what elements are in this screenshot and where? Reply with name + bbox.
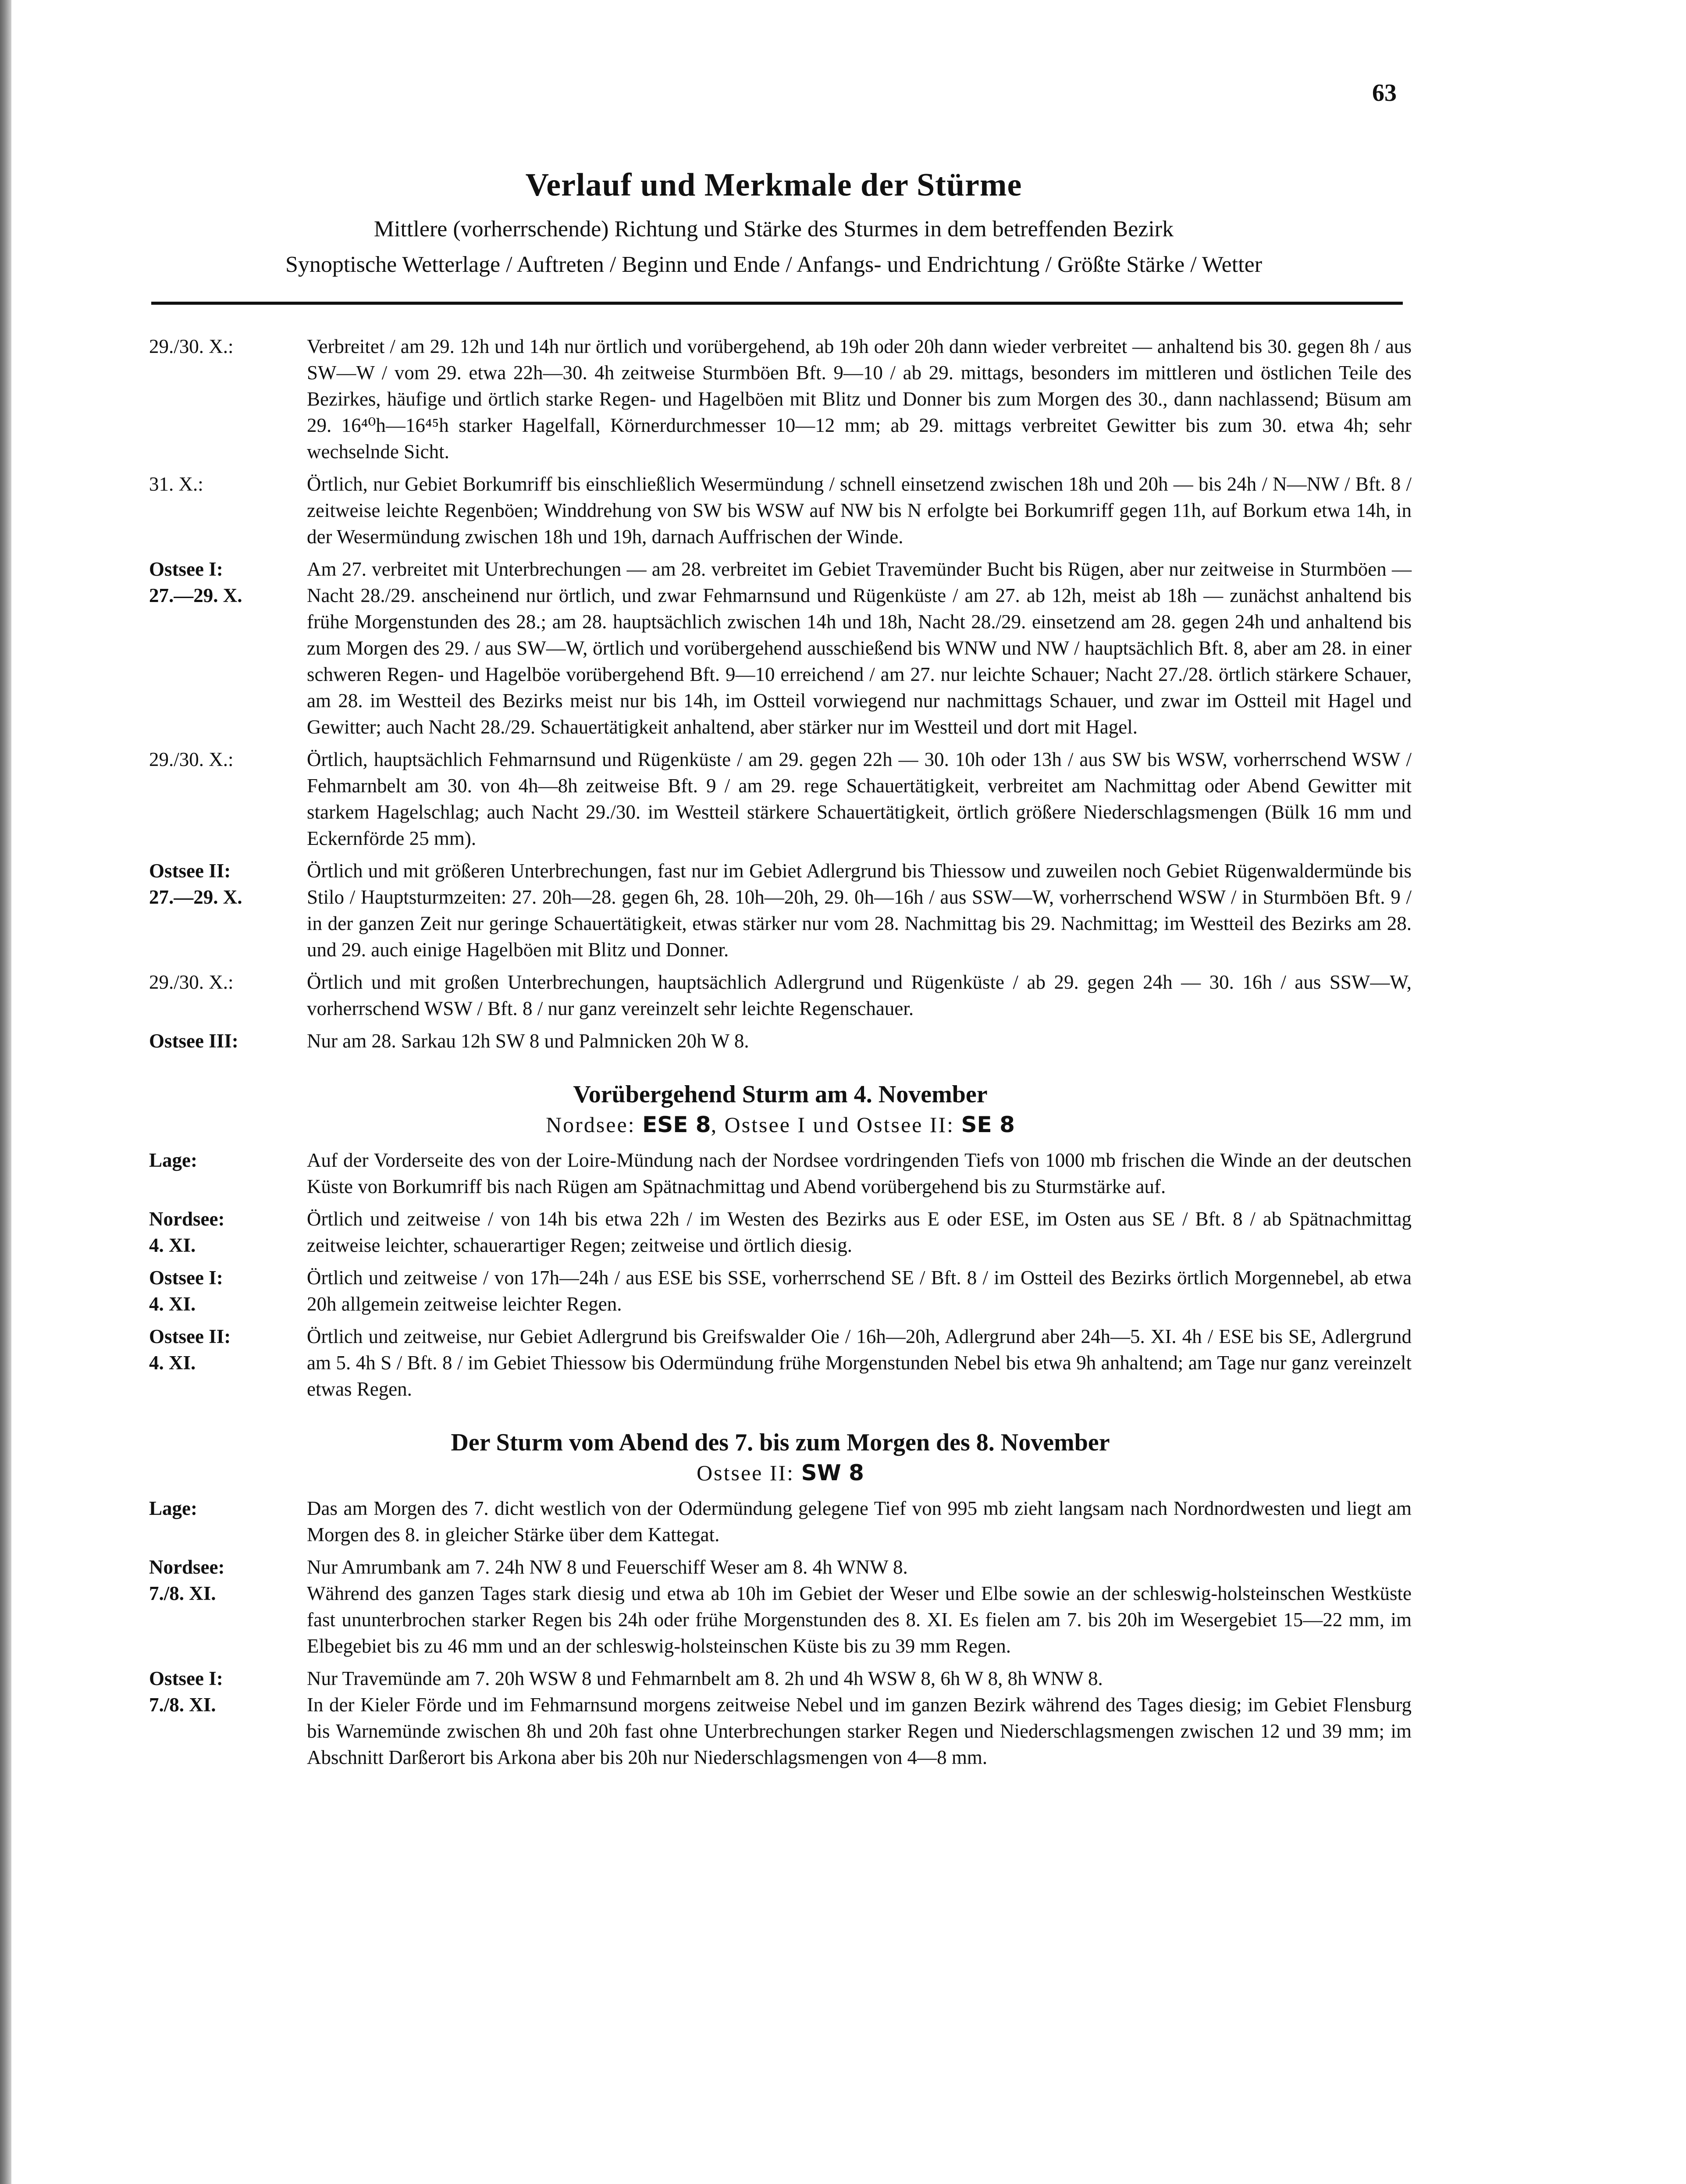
entry-label: Lage: <box>149 1149 197 1171</box>
entry-label: Ostsee I: 4. XI. <box>149 1267 223 1315</box>
entry <box>149 1665 1412 1771</box>
page-number: 63 <box>1372 79 1397 107</box>
storm-block-3 <box>149 1495 1412 1771</box>
entry-text: Verbreitet / am 29. 12h und 14h nur örtlich und vorübergehend, ab 19h oder 20h dann wieder verbreitet — anhaltend bis 30. gegen 8h / aus SW—W / vom 29. etwa 22h—30. 4h zeitweise Sturmböen Bft. 9—10 / ab 29. mittags, besonders im mittleren und östlichen Teile des Bezirkes, häufige und örtlich starke Regen- und Hagelböen mit Blitz und Donner bis zum Morgen des 30., dann nachlassend; Büsum am 29. 16⁴⁰h—16⁴⁵h starker Hagelfall, Körnerdurchmesser 10—12 mm; ab 29. mittags verbreitet Gewitter bis zum 30. etwa 4h; sehr wechselnde Sicht. <box>307 335 1412 463</box>
entry <box>149 746 1412 852</box>
storm-block-2 <box>149 1147 1412 1402</box>
entry <box>149 1495 1412 1548</box>
entry-text: Örtlich, nur Gebiet Borkumriff bis einschließlich Wesermündung / schnell einsetzend zwischen 18h und 20h — bis 24h / N—NW / Bft. 8 / zeitweise leichte Regenböen; Winddrehung von SW bis WSW auf NW bis N erfolgte bei Borkumriff gegen 11h, auf Borkum etwa 14h, in der Wesermündung zwischen 18h und 19h, darnach Auffrischen der Winde. <box>307 473 1412 548</box>
entry-text: Örtlich und mit größeren Unterbrechungen, fast nur im Gebiet Adlergrund bis Thiessow und zuweilen noch Gebiet Rügenwaldermünde bis Stilo / Hauptsturmzeiten: 27. 20h—28. gegen 6h, 28. 10h—20h, 29. 0h—16h / aus SSW—W, vorherrschend WSW / in Sturmböen Bft. 9 / in der ganzen Zeit nur geringe Schauertätigkeit, etwas stärker nur vom 28. Nachmittag bis 29. Nachmittag; im Westteil des Bezirks am 28. und 29. auch einige Hagelböen mit Blitz und Donner. <box>307 860 1412 961</box>
entry <box>149 1028 1412 1054</box>
section-2-subtitle <box>149 1112 1412 1137</box>
entry-text: Örtlich und mit großen Unterbrechungen, hauptsächlich Adlergrund und Rügenküste / ab 29. gegen 24h — 30. 16h / aus SSW—W, vorherrschend WSW / Bft. 8 / nur ganz vereinzelt sehr leichte Regenschauer. <box>307 971 1412 1019</box>
entry-label: Nordsee: 4. XI. <box>149 1208 225 1256</box>
page-header <box>149 167 1398 287</box>
entry-text: Örtlich und zeitweise / von 14h bis etwa 22h / im Westen des Bezirks aus E oder ESE, im Osten aus SE / Bft. 8 / ab Spätnachmittag zeitweise leichter, schauerartiger Regen; zeitweise und örtlich diesig. <box>307 1208 1412 1256</box>
entry-text: Am 27. verbreitet mit Unterbrechungen — am 28. verbreitet im Gebiet Travemünder Bucht bis Rügen, aber nur zeitweise in Sturmböen — Nacht 28./29. anscheinend nur örtlich, und zwar Fehmarnsund und Rügenküste / am 27. ab 12h, meist ab 18h — zunächst anhaltend bis frühe Morgenstunden des 28.; am 28. hauptsächlich zwischen 14h und 18h, Nacht 28./29. einsetzend am 28. gegen 24h und anhaltend bis zum Morgen des 29. / aus SW—W, örtlich und vorübergehend ausschießend bis WNW und NW / hauptsächlich Bft. 8, aber am 28. in einer schweren Regen- und Hagelböe vorübergehend Bft. 9—10 erreichend / am 27. nur leichte Schauer; Nacht 27./28. örtlich stärkere Schauer, am 28. im Westteil des Bezirks meist nur bis 14h, im Ostteil vorwiegend nur nachmittags Schauer, und zwar im Ostteil mit Hagel und Gewitter; auch Nacht 28./29. Schauertätigkeit anhaltend, aber stärker nur im Westteil und dort mit Hagel. <box>307 558 1412 738</box>
entry <box>149 333 1412 465</box>
section-3-heading <box>149 1429 1412 1486</box>
content <box>149 333 1412 1777</box>
entry-label: Ostsee I: 7./8. XI. <box>149 1667 223 1716</box>
entry-text: Nur am 28. Sarkau 12h SW 8 und Palmnicken 20h W 8. <box>307 1030 749 1052</box>
entry <box>149 1147 1412 1200</box>
entry-text: Auf der Vorderseite des von der Loire-Mündung nach der Nordsee vordringenden Tiefs von 1000 mb frischen die Winde an der deutschen Küste von Borkumriff bis nach Rügen am Spätnachmittag und Abend vorübergehend bis zu Sturmstärke auf. <box>307 1149 1412 1197</box>
page-title: Verlauf und Merkmale der Stürme <box>525 167 1022 203</box>
entry-label: Ostsee II: 27.—29. X. <box>149 860 242 908</box>
section-3-title: Der Sturm vom Abend des 7. bis zum Morgen des 8. November <box>451 1429 1110 1456</box>
entry-label: 31. X.: <box>149 473 203 495</box>
entry-label: 29./30. X.: <box>149 971 234 993</box>
entry-text: Das am Morgen des 7. dicht westlich von der Odermündung gelegene Tief von 995 mb zieht langsam nach Nordnordwesten und liegt am Morgen des 8. in gleicher Stärke über dem Kattegat. <box>307 1497 1412 1546</box>
entry-text: Örtlich, hauptsächlich Fehmarnsund und Rügenküste / am 29. gegen 22h — 30. 10h oder 13h / aus SW bis WSW, vorherrschend WSW / Fehmarnbelt am 30. von 4h—8h zeitweise Bft. 9 / am 29. rege Schauertätigkeit, verbreitet am Nachmittag oder Abend Gewitter mit starkem Hagelschlag; auch Nacht 29./30. im Westteil stärkere Schauertätigkeit, örtlich größere Niederschlagsmengen (Bülk 16 mm und Eckernförde 25 mm). <box>307 748 1412 849</box>
entry <box>149 1265 1412 1317</box>
section-2-sub-middle: , Ostsee I und Ostsee II: <box>711 1112 961 1137</box>
header-rule <box>151 302 1403 305</box>
entry-text: Nur Travemünde am 7. 20h WSW 8 und Fehmarnbelt am 8. 2h und 4h WSW 8, 6h W 8, 8h WNW 8. In der Kieler Förde und im Fehmarnsund morgens zeitweise Nebel und im ganzen Bezirk während des Tages diesig; im Gebiet Flensburg bis Warnemünde zwischen 8h und 20h fast ohne Unterbrechungen starker Regen und Niederschlagsmengen zwischen 12 und 39 mm; im Abschnitt Darßerort bis Arkona aber bis 20h nur Niederschlagsmengen von 4—8 mm. <box>307 1667 1412 1768</box>
subtitle-line-1: Mittlere (vorherrschende) Richtung und Stärke des Sturmes in dem betreffenden Bezirk <box>373 217 1174 242</box>
subtitle-line-2: Synoptische Wetterlage / Auftreten / Beginn und Ende / Anfangs- und Endrichtung / Größte Stärke / Wetter <box>285 252 1263 277</box>
entry-label: 29./30. X.: <box>149 748 234 770</box>
section-3-sub-prefix: Ostsee II: <box>697 1461 801 1485</box>
binding-edge <box>0 0 11 2184</box>
section-3-sub-strength: SW 8 <box>801 1460 864 1486</box>
entry-label: Lage: <box>149 1497 197 1519</box>
section-2-sub-strength-1: ESE 8 <box>642 1112 711 1137</box>
entry <box>149 1206 1412 1258</box>
entry <box>149 858 1412 963</box>
section-2-heading <box>149 1080 1412 1137</box>
section-2-sub-prefix: Nordsee: <box>546 1112 643 1137</box>
section-3-subtitle <box>149 1460 1412 1486</box>
entry-label: Nordsee: 7./8. XI. <box>149 1556 225 1604</box>
entry <box>149 1554 1412 1659</box>
entry <box>149 969 1412 1022</box>
entry-label: Ostsee III: <box>149 1030 238 1052</box>
entry-text: Örtlich und zeitweise, nur Gebiet Adlergrund bis Greifswalder Oie / 16h—20h, Adlergrund aber 24h—5. XI. 4h / ESE bis SE, Adlergrund am 5. 4h S / Bft. 8 / im Gebiet Thiessow bis Odermündung frühe Morgenstunden Nebel bis etwa 9h anhaltend; am Tage nur ganz vereinzelt etwas Regen. <box>307 1325 1412 1400</box>
entry <box>149 1323 1412 1402</box>
storm-block-1 <box>149 333 1412 1054</box>
section-2-sub-strength-2: SE 8 <box>961 1112 1015 1137</box>
entry-text: Örtlich und zeitweise / von 17h—24h / aus ESE bis SSE, vorherrschend SE / Bft. 8 / im Ostteil des Bezirks örtlich Morgennebel, ab etwa 20h allgemein zeitweise leichter Regen. <box>307 1267 1412 1315</box>
entry-text: Nur Amrumbank am 7. 24h NW 8 und Feuerschiff Weser am 8. 4h WNW 8. Während des ganzen Tages stark diesig und etwa ab 10h im Gebiet der Weser und Elbe sowie an der schleswig-holsteinschen Westküste fast ununterbrochen starker Regen bis 24h oder frühe Morgenstunden des 8. XI. Es fielen am 7. bis 20h im Wesergebiet 15—22 mm, im Elbegebiet bis zu 46 mm und an der schleswig-holsteinschen Küste bis zu 39 mm Regen. <box>307 1556 1412 1657</box>
entry <box>149 471 1412 550</box>
section-2-title: Vorübergehend Sturm am 4. November <box>573 1081 988 1108</box>
entry-label: 29./30. X.: <box>149 335 234 357</box>
entry-label: Ostsee I: 27.—29. X. <box>149 558 242 606</box>
entry <box>149 556 1412 740</box>
entry-label: Ostsee II: 4. XI. <box>149 1325 231 1374</box>
